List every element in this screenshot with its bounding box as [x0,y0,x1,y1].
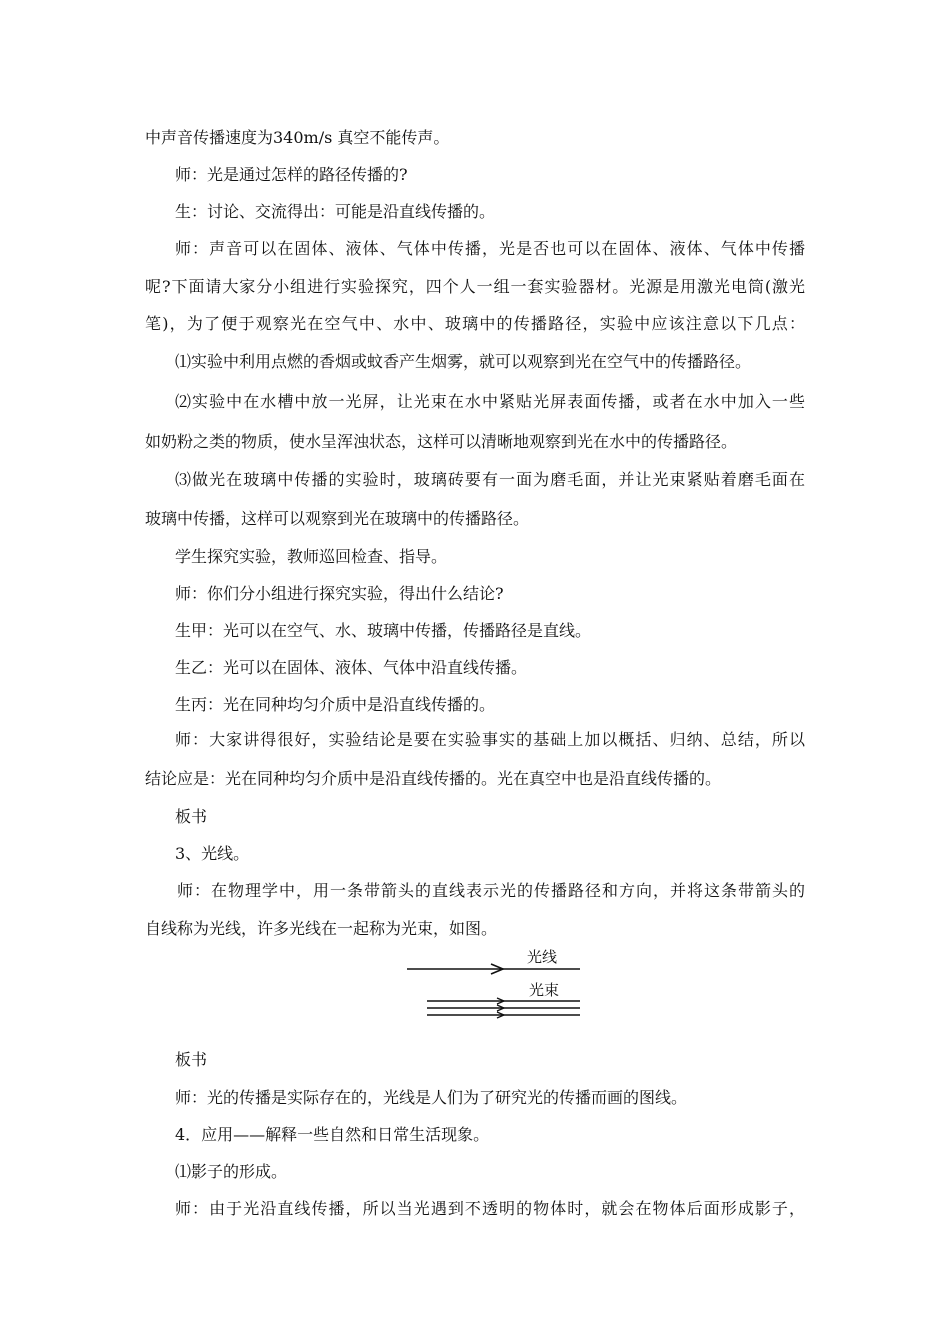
text-line: 板书 [175,1050,208,1069]
text-line: 生乙：光可以在固体、液体、气体中沿直线传播。 [175,658,528,677]
light-beam-label: 光束 [529,981,560,999]
text-line: 师：在物理学中，用一条带箭头的直线表示光的传播路径和方向，并将这条带箭头的 [177,881,805,900]
text-line: 师：声音可以在固体、液体、气体中传播，光是否也可以在固体、液体、气体中传播 [175,239,805,258]
text-line: 笔)，为了便于观察光在空气中、水中、玻璃中的传播路径，实验中应该注意以下几点： [145,314,805,333]
text-line: ⑴实验中利用点燃的香烟或蚊香产生烟雾，就可以观察到光在空气中的传播路径。 [175,352,752,371]
text-line: 玻璃中传播，这样可以观察到光在玻璃中的传播路径。 [145,509,530,528]
text-line: 师：光是通过怎样的路径传播的? [175,165,408,184]
text-line: ⑴影子的形成。 [175,1162,288,1181]
text-line: 如奶粉之类的物质，使水呈浑浊状态，这样可以清晰地观察到光在水中的传播路径。 [145,432,738,451]
text-line: 中声音传播速度为340m/s 真空不能传声。 [145,128,450,147]
text-line: ⑵实验中在水槽中放一光屏，让光束在水中紧贴光屏表面传播，或者在水中加入一些 [175,392,805,411]
text-line: 呢?下面请大家分小组进行实验探究，四个人一组一套实验器材。光源是用激光电筒(激光 [145,277,805,296]
light-ray-label: 光线 [527,948,558,966]
figure-svg [405,944,585,1024]
light-ray-beam-figure [405,944,585,1024]
text-line: 师：光的传播是实际存在的，光线是人们为了研究光的传播而画的图线。 [175,1088,688,1107]
text-line: 3、光线。 [175,844,250,863]
text-line: 师：你们分小组进行探究实验，得出什么结论? [175,584,504,603]
text-line: 师：大家讲得很好，实验结论是要在实验事实的基础上加以概括、归纳、总结，所以 [175,730,805,749]
text-line: 板书 [175,807,208,826]
text-line: 结论应是：光在同种均匀介质中是沿直线传播的。光在真空中也是沿直线传播的。 [145,769,722,788]
text-line: ⑶做光在玻璃中传播的实验时，玻璃砖要有一面为磨毛面，并让光束紧贴着磨毛面在 [175,470,805,489]
text-line: 4．应用——解释一些自然和日常生活现象。 [175,1125,490,1144]
text-line: 学生探究实验，教师巡回检查、指导。 [175,547,448,566]
text-line: 师：由于光沿直线传播，所以当光遇到不透明的物体时，就会在物体后面形成影子， [175,1199,805,1218]
text-line: 生甲：光可以在空气、水、玻璃中传播，传播路径是直线。 [175,621,592,640]
text-line: 生：讨论、交流得出：可能是沿直线传播的。 [175,202,496,221]
text-line: 生丙：光在同种均匀介质中是沿直线传播的。 [175,695,496,714]
text-line: 自线称为光线，许多光线在一起称为光束，如图。 [145,919,498,938]
